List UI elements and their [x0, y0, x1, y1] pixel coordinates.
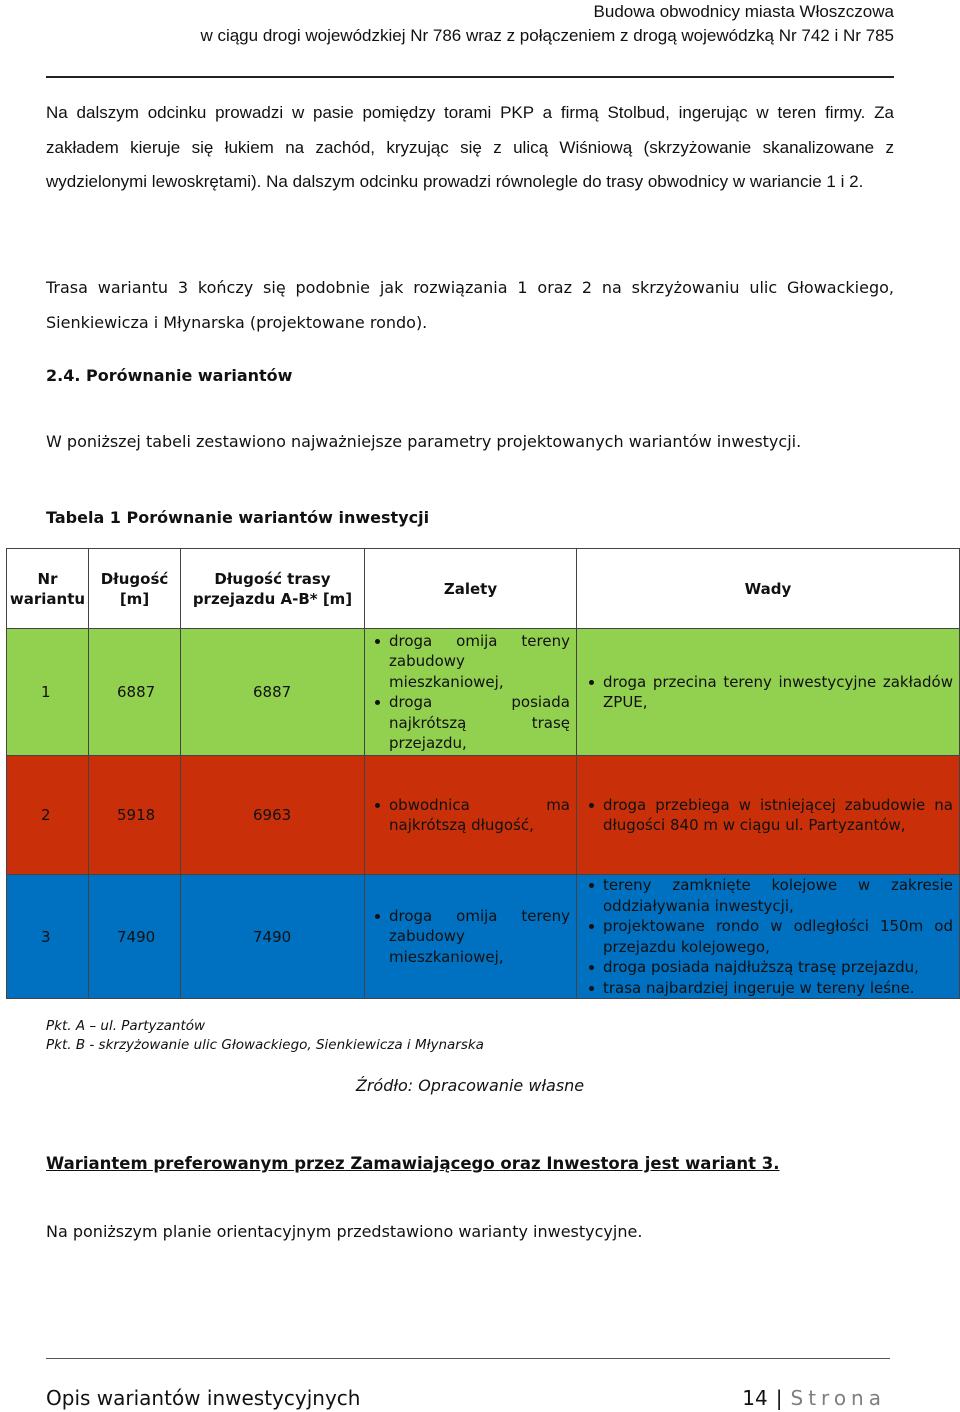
preferred-variant-statement: Wariantem preferowanym przez Zamawiającego oraz Inwestora jest wariant 3. [46, 1154, 780, 1173]
variant-disadvantages [577, 875, 960, 999]
section-intro: W poniższej tabeli zestawiono najważniejsze parametry projektowanych wariantów inwestycji. [46, 432, 802, 451]
paragraph-variant-3-end: Trasa wariantu 3 kończy się podobnie jak rozwiązania 1 oraz 2 na skrzyżowaniu ulic Głowackiego, Sienkiewicza i Młynarska (projektowane rondo). [46, 278, 894, 332]
header-rule [46, 76, 894, 78]
footer-page-number [742, 1384, 886, 1412]
page-number: 14 [742, 1386, 768, 1410]
disadvantage-item: droga posiada najdłuższą trasę przejazdu, [587, 957, 953, 978]
paragraph-route-description: Na dalszym odcinku prowadzi w pasie pomiędzy torami PKP a firmą Stolbud, ingerując w teren firmy. Za zakładem kieruje się łukiem na zachód, kryzując się z ulicą Wiśniową (skrzyżowanie skanalizowane z wydzielonymi lewoskrętami). Na dalszym odcinku prowadzi równolegle do trasy obwodnicy w wariancie 1 i 2. [46, 103, 894, 191]
table-header-row [7, 549, 960, 629]
running-header [200, 0, 894, 48]
advantage-item: droga posiada najkrótszą trasę przejazdu, [373, 692, 570, 754]
advantage-item: droga omija tereny zabudowy mieszkaniowej, [373, 631, 570, 693]
variant-disadvantages [577, 629, 960, 756]
header-advantages: Zalety [365, 549, 577, 629]
table-source: Źródło: Opracowanie własne [355, 1076, 585, 1095]
note-point-b: Pkt. B - skrzyżowanie ulic Głowackiego, Sienkiewicza i Młynarska [46, 1037, 484, 1053]
variant-advantages [365, 875, 577, 999]
footer-rule [46, 1358, 890, 1359]
variant-travel-length: 6963 [181, 756, 365, 875]
variant-advantages [365, 756, 577, 875]
section-heading: 2.4. Porównanie wariantów [46, 366, 293, 385]
variant-travel-length: 6887 [181, 629, 365, 756]
variants-comparison-table [6, 548, 960, 999]
table-row-variant-2 [7, 756, 960, 875]
variant-travel-length: 7490 [181, 875, 365, 999]
variant-number: 3 [7, 875, 89, 999]
disadvantage-item: projektowane rondo w odległości 150m od przejazdu kolejowego, [587, 916, 953, 957]
disadvantage-item: trasa najbardziej ingeruje w tereny leśne. [587, 978, 953, 999]
disadvantage-item: droga przebiega w istniejącej zabudowie na długości 840 m w ciągu ul. Partyzantów, [587, 795, 953, 836]
header-variant-number: Nr wariantu [7, 549, 89, 629]
variant-number: 2 [7, 756, 89, 875]
table-row-variant-3 [7, 875, 960, 999]
header-length: Długość [m] [89, 549, 181, 629]
header-title-line2: w ciągu drogi wojewódzkiej Nr 786 wraz z połączeniem z drogą wojewódzką Nr 742 i Nr 785 [200, 26, 894, 45]
disadvantage-item: droga przecina tereny inwestycyjne zakładów ZPUE, [587, 672, 953, 713]
note-point-a: Pkt. A – ul. Partyzantów [46, 1018, 206, 1034]
page-separator: | [775, 1386, 783, 1410]
header-travel-length: Długość trasy przejazdu A-B* [m] [181, 549, 365, 629]
page-word: Strona [790, 1386, 886, 1410]
plan-intro: Na poniższym planie orientacyjnym przedstawiono warianty inwestycyjne. [46, 1222, 643, 1241]
table-row-variant-1 [7, 629, 960, 756]
variant-length: 5918 [89, 756, 181, 875]
variant-disadvantages [577, 756, 960, 875]
advantage-item: obwodnica ma najkrótszą długość, [373, 795, 570, 836]
header-disadvantages: Wady [577, 549, 960, 629]
variant-number: 1 [7, 629, 89, 756]
variant-advantages [365, 629, 577, 756]
header-title-line1: Budowa obwodnicy miasta Włoszczowa [593, 2, 894, 21]
variant-length: 6887 [89, 629, 181, 756]
variant-length: 7490 [89, 875, 181, 999]
advantage-item: droga omija tereny zabudowy mieszkaniowej, [373, 906, 570, 968]
footer-title: Opis wariantów inwestycyjnych [46, 1386, 361, 1410]
table-caption: Tabela 1 Porównanie wariantów inwestycji [46, 508, 430, 527]
disadvantage-item: tereny zamknięte kolejowe w zakresie oddziaływania inwestycji, [587, 875, 953, 916]
